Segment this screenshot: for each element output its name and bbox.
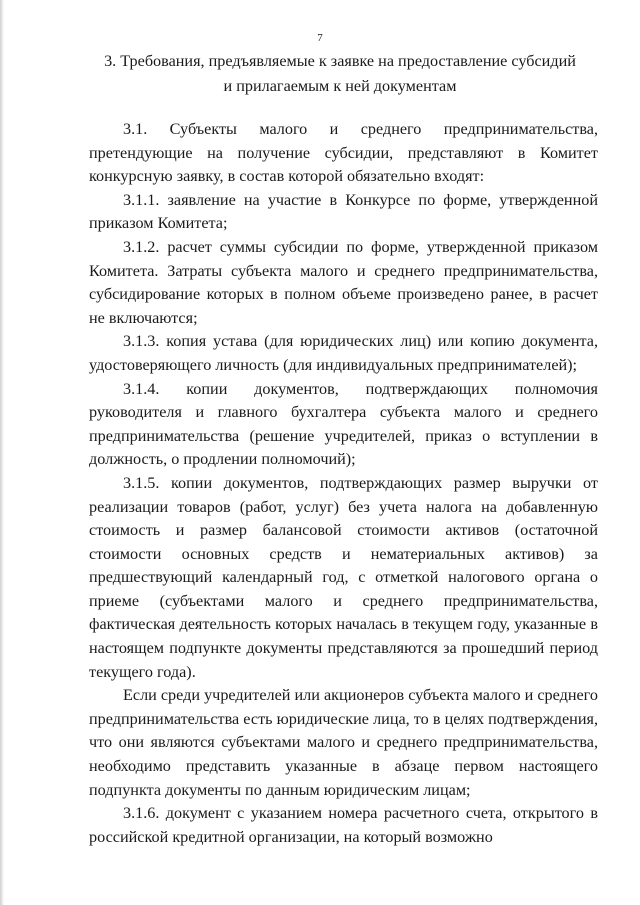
section-heading-line-2: и прилагаемым к ней документам <box>223 77 457 95</box>
paragraph-3-1-6: 3.1.6. документ с указанием номера расчетного счета, открытого в российской кредитной организации, на который возможно <box>89 804 598 846</box>
paragraph-3-1-3: 3.1.3. копия устава (для юридических лиц) или копию документа, удостоверяющего личность (для индивидуальных предпринимателей); <box>89 332 598 374</box>
paragraph-3-1-5: 3.1.5. копии документов, подтверждающих размер выручки от реализации товаров (работ, услуг) без учета налога на добавленную стоимость и размер балансовой стоимости активов (остаточной стоимости основных средств и нематериальных активов) за предшествующий календарный год, с отметкой налогового органа о приеме (субъектами малого и среднего предпринимательства, фактическая деятельность которых началась в текущем году, указанные в настоящем подпункте документы представляются за прошедший период текущего года). <box>89 473 598 681</box>
paragraph-founders-note: Если среди учредителей или акционеров субъекта малого и среднего предпринимательства есть юридические лица, то в целях подтверждения, что они являются субъектами малого и среднего предпринимательства, необходимо представить указанные в абзаце первом настоящего подпункта документы по данным юридическим лицам; <box>89 686 598 799</box>
paragraph-3-1-4: 3.1.4. копии документов, подтверждающих полномочия руководителя и главного бухгалтера субъекта малого и среднего предпринимательства (решение учредителей, приказ о вступлении в должность, о продлении полномочий); <box>89 379 598 469</box>
paragraph-3-1-2: 3.1.2. расчет суммы субсидии по форме, утвержденной приказом Комитета. Затраты субъекта малого и среднего предпринимательства, субсидирование которых в полном объеме произведено ранее, в расчет не включаются; <box>89 237 598 327</box>
paragraph-3-1: 3.1. Субъекты малого и среднего предпринимательства, претендующие на получение субсидии, представляют в Комитет конкурсную заявку, в состав которой обязательно входят: <box>89 120 598 186</box>
section-heading-line-1: 3. Требования, предъявляемые к заявке на предоставление субсидий <box>104 52 576 70</box>
scan-edge-shadow <box>0 0 4 905</box>
section-heading <box>70 49 610 99</box>
page-number: 7 <box>317 32 323 44</box>
document-body <box>89 118 598 849</box>
paragraph-3-1-1: 3.1.1. заявление на участие в Конкурсе по форме, утвержденной приказом Комитета; <box>89 190 598 233</box>
